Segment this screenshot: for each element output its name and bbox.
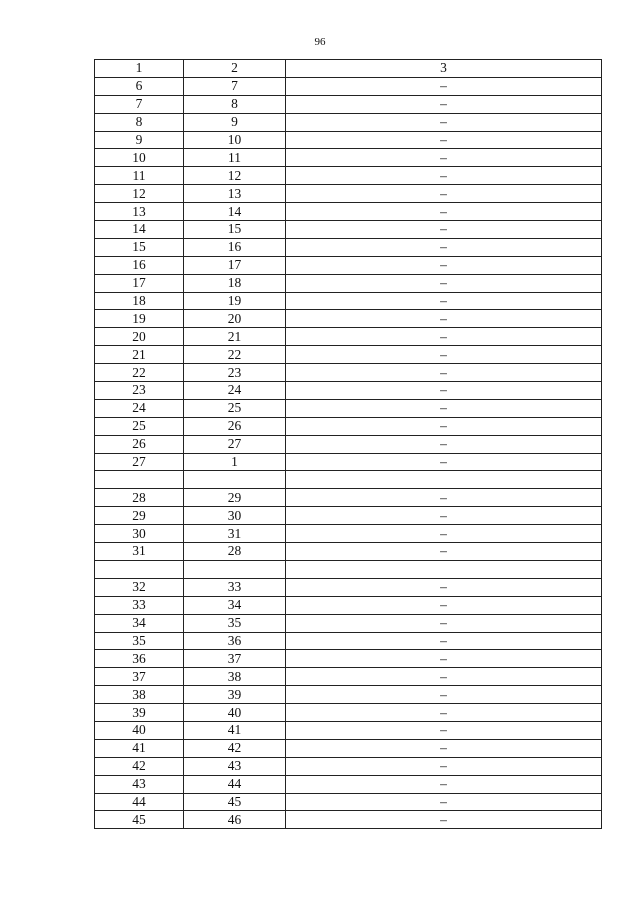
table-cell-col3: –: [286, 238, 602, 256]
table-cell-col1: 41: [95, 739, 184, 757]
table-cell-col1: 15: [95, 238, 184, 256]
table-row: [95, 543, 602, 561]
table-cell-col1: 19: [95, 310, 184, 328]
table-row: [95, 596, 602, 614]
table-cell-col1: 8: [95, 113, 184, 131]
table-cell-col2: 34: [184, 596, 286, 614]
table-cell-col1: 6: [95, 77, 184, 95]
table-row: [95, 203, 602, 221]
table-cell-col2: 22: [184, 346, 286, 364]
table-cell-col3: –: [286, 399, 602, 417]
table-cell-col2: 39: [184, 686, 286, 704]
table-header-row: [95, 60, 602, 78]
table-cell-col1: 17: [95, 274, 184, 292]
header-cell-2: 2: [184, 60, 286, 78]
table-cell-col2: 27: [184, 435, 286, 453]
table-cell-col3: –: [286, 435, 602, 453]
table-row: [95, 668, 602, 686]
table-cell-col3: –: [286, 793, 602, 811]
table-cell-col3: –: [286, 328, 602, 346]
table-cell-col3: –: [286, 256, 602, 274]
table-row: [95, 346, 602, 364]
table-cell-col1: 30: [95, 525, 184, 543]
table-row: [95, 489, 602, 507]
table-cell-col1: 20: [95, 328, 184, 346]
table-cell-col3: –: [286, 739, 602, 757]
table-cell-col2: 36: [184, 632, 286, 650]
table-row: [95, 614, 602, 632]
table-cell-col2: 7: [184, 77, 286, 95]
table-cell-col1: 25: [95, 417, 184, 435]
table-cell-col3: –: [286, 704, 602, 722]
table-cell-col1: 27: [95, 453, 184, 471]
table-cell-col3: [286, 471, 602, 489]
table-row: [95, 417, 602, 435]
table-cell-col1: 12: [95, 185, 184, 203]
table-cell-col2: 37: [184, 650, 286, 668]
table-cell-col3: –: [286, 310, 602, 328]
table-cell-col1: 23: [95, 382, 184, 400]
table-row: [95, 382, 602, 400]
table-cell-col2: 10: [184, 131, 286, 149]
table-cell-col3: –: [286, 614, 602, 632]
table-cell-col2: 18: [184, 274, 286, 292]
table-row: [95, 95, 602, 113]
table-cell-col1: 24: [95, 399, 184, 417]
table-cell-col1: 22: [95, 364, 184, 382]
table-row: [95, 274, 602, 292]
table-cell-col2: 25: [184, 399, 286, 417]
table-cell-col1: 26: [95, 435, 184, 453]
table-cell-col3: –: [286, 543, 602, 561]
table-row: [95, 310, 602, 328]
table-cell-col3: –: [286, 346, 602, 364]
table-cell-col2: 41: [184, 721, 286, 739]
table-cell-col2: 33: [184, 578, 286, 596]
table-cell-col2: 30: [184, 507, 286, 525]
table-cell-col3: –: [286, 221, 602, 239]
table-cell-col1: 43: [95, 775, 184, 793]
table-cell-col2: 19: [184, 292, 286, 310]
table-cell-col3: –: [286, 507, 602, 525]
table-cell-col2: 29: [184, 489, 286, 507]
table-cell-col2: 31: [184, 525, 286, 543]
table-row: [95, 435, 602, 453]
table-cell-col1: 21: [95, 346, 184, 364]
table-cell-col2: 8: [184, 95, 286, 113]
table-row: [95, 471, 602, 489]
table-cell-col3: –: [286, 686, 602, 704]
table-row: [95, 704, 602, 722]
table-cell-col2: 43: [184, 757, 286, 775]
header-cell-3: 3: [286, 60, 602, 78]
table-row: [95, 721, 602, 739]
table-cell-col3: –: [286, 77, 602, 95]
table-cell-col1: 35: [95, 632, 184, 650]
table-row: [95, 453, 602, 471]
table-row: [95, 632, 602, 650]
table-cell-col2: 40: [184, 704, 286, 722]
table-row: [95, 328, 602, 346]
table-cell-col1: 10: [95, 149, 184, 167]
table-cell-col2: 38: [184, 668, 286, 686]
table-cell-col3: –: [286, 596, 602, 614]
table-cell-col3: –: [286, 292, 602, 310]
table-cell-col2: 16: [184, 238, 286, 256]
table-cell-col3: –: [286, 811, 602, 829]
table-cell-col2: 44: [184, 775, 286, 793]
table-cell-col3: –: [286, 650, 602, 668]
table-cell-col3: –: [286, 417, 602, 435]
table-cell-col2: 45: [184, 793, 286, 811]
table-row: [95, 185, 602, 203]
table-cell-col3: –: [286, 274, 602, 292]
table-cell-col3: –: [286, 775, 602, 793]
table-cell-col1: 34: [95, 614, 184, 632]
table-cell-col2: 42: [184, 739, 286, 757]
table-cell-col2: [184, 560, 286, 578]
table-cell-col2: 9: [184, 113, 286, 131]
table-row: [95, 292, 602, 310]
table-cell-col2: 26: [184, 417, 286, 435]
table-cell-col2: 24: [184, 382, 286, 400]
table-row: [95, 399, 602, 417]
table-cell-col1: 45: [95, 811, 184, 829]
table-cell-col3: [286, 560, 602, 578]
table-cell-col2: 11: [184, 149, 286, 167]
table-cell-col2: 28: [184, 543, 286, 561]
table-cell-col3: –: [286, 382, 602, 400]
table-cell-col1: [95, 471, 184, 489]
table-cell-col2: 1: [184, 453, 286, 471]
table-cell-col3: –: [286, 113, 602, 131]
table-row: [95, 686, 602, 704]
table-row: [95, 256, 602, 274]
table-cell-col3: –: [286, 149, 602, 167]
table-cell-col3: –: [286, 453, 602, 471]
table-cell-col2: 14: [184, 203, 286, 221]
table-cell-col1: 31: [95, 543, 184, 561]
table-row: [95, 364, 602, 382]
table-row: [95, 221, 602, 239]
table-row: [95, 793, 602, 811]
table-cell-col1: 7: [95, 95, 184, 113]
table-cell-col2: 13: [184, 185, 286, 203]
table-cell-col1: 37: [95, 668, 184, 686]
table-cell-col1: 18: [95, 292, 184, 310]
table-cell-col1: 36: [95, 650, 184, 668]
table-cell-col3: –: [286, 131, 602, 149]
table-cell-col2: 15: [184, 221, 286, 239]
table-cell-col3: –: [286, 203, 602, 221]
table-row: [95, 77, 602, 95]
table-cell-col3: –: [286, 167, 602, 185]
table-cell-col1: 38: [95, 686, 184, 704]
table-row: [95, 131, 602, 149]
table-cell-col3: –: [286, 632, 602, 650]
table-cell-col3: –: [286, 757, 602, 775]
table-cell-col1: 9: [95, 131, 184, 149]
table-cell-col1: 39: [95, 704, 184, 722]
table-row: [95, 650, 602, 668]
table-row: [95, 149, 602, 167]
data-table: [94, 59, 602, 829]
table-row: [95, 113, 602, 131]
table-cell-col2: 17: [184, 256, 286, 274]
table-row: [95, 238, 602, 256]
table-row: [95, 578, 602, 596]
table-cell-col3: –: [286, 364, 602, 382]
table-cell-col2: 21: [184, 328, 286, 346]
table-cell-col3: –: [286, 489, 602, 507]
table-row: [95, 775, 602, 793]
table-cell-col2: 12: [184, 167, 286, 185]
table-cell-col1: 40: [95, 721, 184, 739]
table-row: [95, 560, 602, 578]
table-cell-col1: 14: [95, 221, 184, 239]
table-cell-col1: 44: [95, 793, 184, 811]
table-cell-col1: 16: [95, 256, 184, 274]
table-cell-col1: 29: [95, 507, 184, 525]
table-row: [95, 525, 602, 543]
page-number: 96: [314, 36, 326, 48]
table-cell-col1: 42: [95, 757, 184, 775]
table-cell-col1: [95, 560, 184, 578]
table-cell-col3: –: [286, 578, 602, 596]
table-cell-col2: 46: [184, 811, 286, 829]
table-cell-col3: –: [286, 185, 602, 203]
table-row: [95, 507, 602, 525]
table-body: [95, 60, 602, 829]
table-cell-col2: 20: [184, 310, 286, 328]
table-cell-col1: 28: [95, 489, 184, 507]
table-row: [95, 811, 602, 829]
table-cell-col2: 23: [184, 364, 286, 382]
table-cell-col3: –: [286, 525, 602, 543]
table-row: [95, 757, 602, 775]
table-row: [95, 739, 602, 757]
table-cell-col2: 35: [184, 614, 286, 632]
table-row: [95, 167, 602, 185]
table-cell-col2: [184, 471, 286, 489]
table-cell-col3: –: [286, 95, 602, 113]
header-cell-1: 1: [95, 60, 184, 78]
table-cell-col1: 32: [95, 578, 184, 596]
table-cell-col3: –: [286, 668, 602, 686]
table-cell-col1: 33: [95, 596, 184, 614]
table-cell-col3: –: [286, 721, 602, 739]
table-cell-col1: 11: [95, 167, 184, 185]
table-cell-col1: 13: [95, 203, 184, 221]
